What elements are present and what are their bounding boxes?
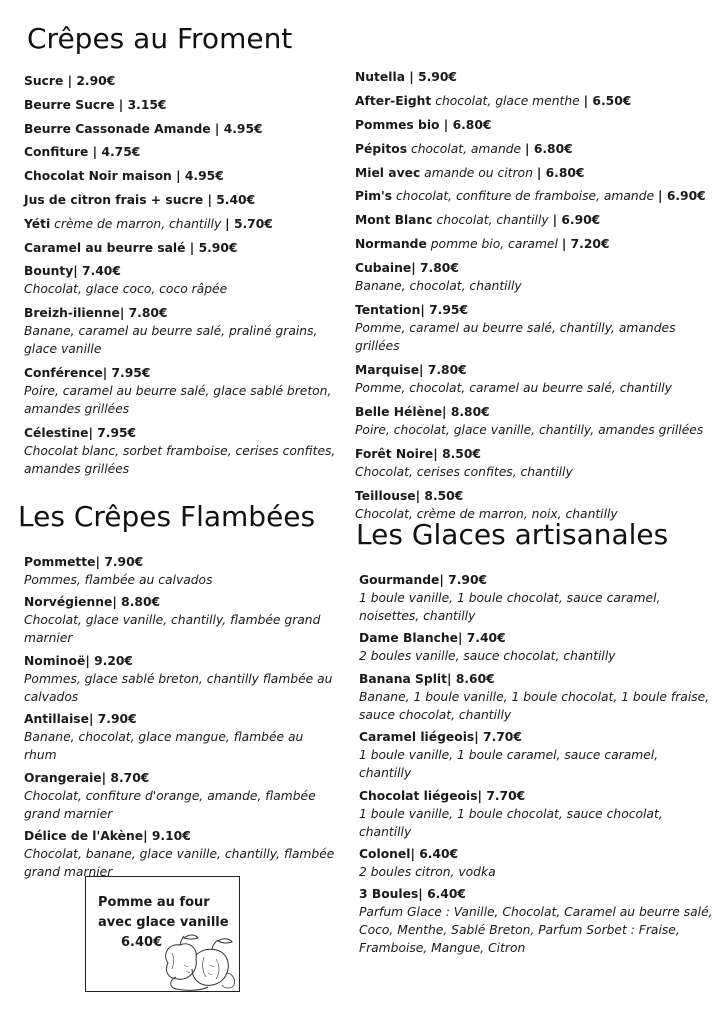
item-separator: | xyxy=(63,74,77,88)
item-price: 7.95€ xyxy=(429,303,469,318)
item-separator: | xyxy=(552,213,562,228)
item-name: Chocolat liégeois xyxy=(359,788,478,803)
item-name: Mont Blanc xyxy=(355,213,433,228)
item-note: chocolat, confiture de framboise, amande xyxy=(396,189,655,204)
item-name: After-Eight xyxy=(355,93,432,108)
item-description: Chocolat, cerises confites, chantilly xyxy=(355,464,573,479)
item-name: Caramel liégeois xyxy=(359,730,475,745)
item-price: 6.80€ xyxy=(452,117,492,132)
item-note: amande ou citron xyxy=(424,165,533,180)
item-name: Célestine xyxy=(24,425,89,440)
item-description: Poire, chocolat, glace vanille, chantilly, amandes grillées xyxy=(355,422,704,437)
item-name: Orangeraie xyxy=(24,770,102,785)
glaces-list xyxy=(359,571,714,962)
item-description: Banane, caramel au beurre salé, praliné grains, glace vanille xyxy=(24,324,318,357)
item-price: 6.80€ xyxy=(545,165,585,180)
item-description: Banane, 1 boule vanille, 1 boule chocolat, 1 boule fraise, sauce chocolat, chantilly xyxy=(359,689,710,722)
froment-right-list xyxy=(355,68,715,528)
item-price: 8.80€ xyxy=(450,404,490,419)
menu-item xyxy=(355,140,715,158)
item-name: Teillouse xyxy=(355,488,416,503)
item-separator: | xyxy=(119,306,129,321)
item-price: 7.80€ xyxy=(427,362,467,377)
menu-item xyxy=(24,710,339,764)
item-name: 3 Boules xyxy=(359,887,419,902)
item-separator: | xyxy=(102,365,112,380)
item-separator: | xyxy=(418,887,428,902)
item-description: Chocolat blanc, sorbet framboise, cerises confites, amandes grillées xyxy=(24,443,336,476)
item-name: Colonel xyxy=(359,846,411,861)
menu-item xyxy=(355,92,715,110)
item-separator: | xyxy=(95,555,105,569)
item-name: Beurre Cassonade Amande xyxy=(24,121,211,136)
menu-item xyxy=(359,845,714,881)
item-name: Nutella xyxy=(355,70,405,84)
menu-item xyxy=(355,164,715,182)
menu-item xyxy=(359,629,714,665)
item-price: 7.90€ xyxy=(448,573,488,587)
menu-item xyxy=(24,167,339,185)
item-separator: | xyxy=(474,730,484,745)
froment-left-list xyxy=(24,72,339,484)
item-price: 9.10€ xyxy=(151,828,191,843)
item-separator: | xyxy=(583,93,593,108)
menu-item xyxy=(24,827,339,881)
item-description: 1 boule vanille, 1 boule caramel, sauce caramel, chantilly xyxy=(359,748,659,781)
menu-item xyxy=(355,301,715,355)
item-name: Sucre xyxy=(24,74,64,88)
item-price: 9.20€ xyxy=(94,653,133,668)
menu-item xyxy=(24,652,339,706)
item-name: Antillaise xyxy=(24,712,89,727)
item-separator: | xyxy=(457,631,467,646)
menu-item xyxy=(24,593,339,647)
item-description: Banane, chocolat, glace mangue, flambée au rhum xyxy=(24,730,304,763)
item-name: Caramel au beurre salé xyxy=(24,240,186,255)
item-separator: | xyxy=(433,446,443,461)
special-box xyxy=(85,876,240,992)
menu-item xyxy=(355,259,715,295)
menu-item xyxy=(24,191,339,209)
item-description: Chocolat, crème de marron, noix, chantilly xyxy=(355,506,618,521)
item-name: Norvégienne xyxy=(24,595,113,610)
item-price: 8.80€ xyxy=(121,595,161,610)
item-price: 6.80€ xyxy=(533,141,573,156)
menu-item xyxy=(355,211,715,229)
menu-item xyxy=(359,670,714,724)
special-line-2: avec glace vanille xyxy=(98,915,229,930)
item-name: Beurre Sucre xyxy=(24,97,115,112)
item-name: Bounty xyxy=(24,264,74,279)
special-line-1: Pomme au four xyxy=(98,895,210,910)
item-price: 6.90€ xyxy=(666,189,706,204)
item-name: Pommes bio xyxy=(355,117,440,132)
item-separator: | xyxy=(415,488,425,503)
item-separator: | xyxy=(101,770,111,785)
menu-item xyxy=(355,68,715,86)
menu-item xyxy=(355,403,715,439)
item-note: pomme bio, caramel xyxy=(430,237,558,252)
flambees-list xyxy=(24,553,339,885)
item-price: 6.40€ xyxy=(419,846,459,861)
item-name: Cubaine xyxy=(355,261,412,276)
item-name: Marquise xyxy=(355,362,420,377)
item-price: 7.70€ xyxy=(483,730,522,745)
item-price: 7.95€ xyxy=(97,425,137,440)
menu-item xyxy=(24,143,339,161)
item-price: 8.50€ xyxy=(442,446,481,461)
item-note: crème de marron, chantilly xyxy=(54,216,222,231)
item-separator: | xyxy=(114,97,128,112)
item-description: Pommes, flambée au calvados xyxy=(24,573,213,587)
item-separator: | xyxy=(203,192,217,207)
item-separator: | xyxy=(112,595,122,610)
menu-item xyxy=(24,262,339,298)
item-description: Pommes, glace sablé breton, chantilly flambée au calvados xyxy=(24,671,333,704)
item-name: Nominoë xyxy=(24,653,86,668)
item-price: 4.75€ xyxy=(101,145,141,160)
section-title-crepes-froment: Crêpes au Froment xyxy=(27,22,293,55)
item-separator: | xyxy=(210,121,224,136)
item-name: Banana Split xyxy=(359,671,448,686)
item-name: Pommette xyxy=(24,555,96,569)
item-separator: | xyxy=(410,846,420,861)
menu-item xyxy=(355,445,715,481)
item-price: 8.60€ xyxy=(455,671,495,686)
item-description: 1 boule vanille, 1 boule chocolat, sauce caramel, noisettes, chantilly xyxy=(359,591,661,623)
item-name: Délice de l'Akène xyxy=(24,828,144,843)
item-separator: | xyxy=(477,788,487,803)
item-name: Pépitos xyxy=(355,141,408,156)
menu-item xyxy=(24,96,339,114)
menu-item xyxy=(24,215,339,233)
item-separator: | xyxy=(185,240,199,255)
item-price: 4.95€ xyxy=(223,121,263,136)
item-separator: | xyxy=(73,264,83,279)
item-name: Belle Hélène xyxy=(355,404,443,419)
item-price: 5.70€ xyxy=(233,216,273,231)
item-price: 6.90€ xyxy=(561,213,601,228)
item-note: chocolat, glace menthe xyxy=(435,93,580,108)
section-title-crepes-flambees: Les Crêpes Flambées xyxy=(18,500,316,533)
item-price: 7.40€ xyxy=(82,264,121,279)
item-separator: | xyxy=(447,671,456,686)
item-description: Chocolat, glace vanille, chantilly, flambée grand marnier xyxy=(24,613,321,646)
item-separator: | xyxy=(405,70,419,84)
item-separator: | xyxy=(658,189,667,204)
item-separator: | xyxy=(88,425,98,440)
item-description: 2 boules citron, vodka xyxy=(359,864,496,879)
menu-item xyxy=(355,361,715,397)
item-name: Pim's xyxy=(355,189,393,204)
item-description: Banane, chocolat, chantilly xyxy=(355,279,522,294)
menu-item xyxy=(355,235,715,253)
item-separator: | xyxy=(561,237,571,252)
item-price: 3.15€ xyxy=(127,97,167,112)
item-separator: | xyxy=(85,653,95,668)
item-description: Chocolat, confiture d'orange, amande, flambée grand marnier xyxy=(24,788,316,821)
menu-item xyxy=(24,304,339,358)
item-separator: | xyxy=(411,261,420,276)
item-name: Normande xyxy=(355,237,427,252)
item-description: Poire, caramel au beurre salé, glace sablé breton, amandes grillées xyxy=(24,383,332,416)
item-price: 4.95€ xyxy=(184,169,224,184)
menu-item xyxy=(24,120,339,138)
item-separator: | xyxy=(525,141,534,156)
item-note: chocolat, amande xyxy=(410,141,522,156)
item-description: Parfum Glace : Vanille, Chocolat, Caramel au beurre salé, Coco, Menthe, Sablé Breton, Parfum Sorbet : Fraise, Framboise, Mangue, Citron xyxy=(359,905,713,956)
item-price: 7.90€ xyxy=(104,555,144,569)
menu-item xyxy=(359,885,714,957)
item-separator: | xyxy=(442,404,451,419)
item-price: 7.20€ xyxy=(570,237,610,252)
item-price: 7.70€ xyxy=(486,788,526,803)
item-price: 7.80€ xyxy=(128,306,168,321)
apples-illustration-icon xyxy=(160,929,240,991)
item-price: 7.95€ xyxy=(111,365,151,380)
item-separator: | xyxy=(143,828,152,843)
menu-item xyxy=(359,571,714,625)
item-separator: | xyxy=(439,573,449,587)
menu-item xyxy=(355,116,715,134)
item-price: 8.70€ xyxy=(110,770,150,785)
item-name: Conférence xyxy=(24,365,103,380)
item-price: 5.40€ xyxy=(216,192,256,207)
menu-item xyxy=(24,424,339,478)
menu-item xyxy=(359,728,714,782)
item-description: 1 boule vanille, 1 boule chocolat, sauce chocolat, chantilly xyxy=(359,806,663,839)
item-name: Jus de citron frais + sucre xyxy=(24,192,204,207)
item-separator: | xyxy=(439,117,453,132)
special-price: 6.40€ xyxy=(121,935,163,950)
item-name: Miel avec xyxy=(355,165,421,180)
item-name: Yéti xyxy=(24,216,51,231)
item-separator: | xyxy=(420,303,430,318)
item-name: Gourmande xyxy=(359,573,440,587)
item-price: 7.80€ xyxy=(419,261,459,276)
menu-item xyxy=(355,487,715,523)
item-description: Pomme, caramel au beurre salé, chantilly, amandes grillées xyxy=(355,321,676,354)
item-separator: | xyxy=(88,712,98,727)
item-price: 7.40€ xyxy=(466,631,506,646)
item-name: Tentation xyxy=(355,303,421,318)
item-name: Dame Blanche xyxy=(359,631,458,646)
item-price: 5.90€ xyxy=(198,240,238,255)
item-description: 2 boules vanille, sauce chocolat, chantilly xyxy=(359,649,616,664)
item-description: Pomme, chocolat, caramel au beurre salé, chantilly xyxy=(355,380,672,395)
menu-item xyxy=(24,553,339,589)
item-separator: | xyxy=(171,169,185,184)
item-name: Breizh-ilienne xyxy=(24,306,120,321)
section-title-glaces: Les Glaces artisanales xyxy=(356,518,669,551)
item-price: 7.90€ xyxy=(97,712,137,727)
item-note: chocolat, chantilly xyxy=(436,213,549,228)
item-name: Forêt Noire xyxy=(355,446,434,461)
item-separator: | xyxy=(225,216,234,231)
item-separator: | xyxy=(88,145,102,160)
item-price: 5.90€ xyxy=(418,70,457,84)
item-description: Chocolat, banane, glace vanille, chantilly, flambée grand marnier xyxy=(24,846,335,879)
item-price: 8.50€ xyxy=(424,488,464,503)
item-separator: | xyxy=(419,362,428,377)
menu-item xyxy=(24,364,339,418)
item-separator: | xyxy=(536,165,546,180)
menu-item xyxy=(24,769,339,823)
menu-item xyxy=(24,72,339,90)
item-description: Chocolat, glace coco, coco râpée xyxy=(24,282,228,297)
item-price: 6.50€ xyxy=(592,93,632,108)
item-name: Chocolat Noir maison xyxy=(24,169,172,184)
menu-item xyxy=(359,787,714,841)
menu-item xyxy=(24,239,339,257)
item-price: 6.40€ xyxy=(427,887,466,902)
item-price: 2.90€ xyxy=(76,74,116,88)
menu-item xyxy=(355,187,715,205)
item-name: Confiture xyxy=(24,145,89,160)
